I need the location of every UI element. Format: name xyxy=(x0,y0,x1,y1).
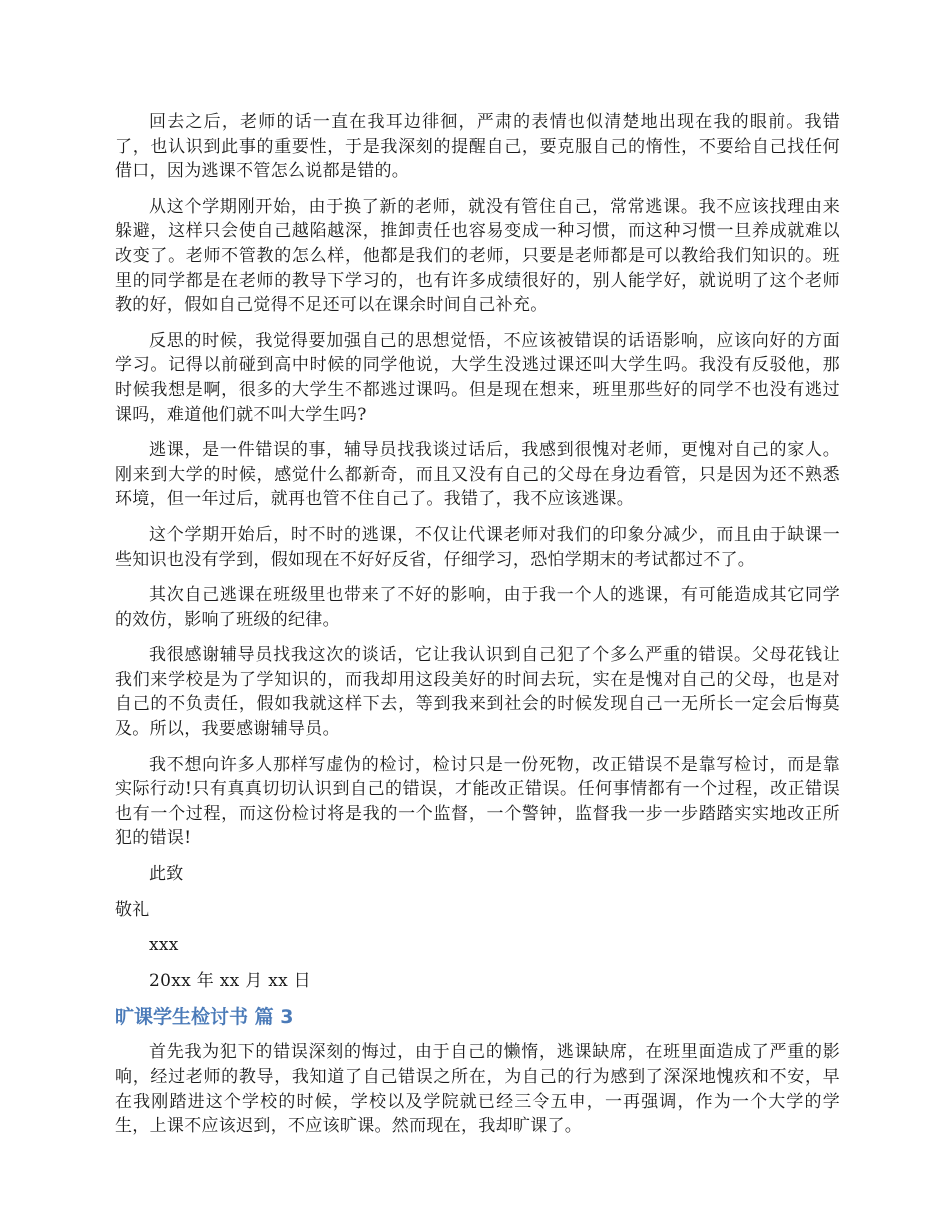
paragraph-8: 我不想向许多人那样写虚伪的检讨，检讨只是一份死物，改正错误不是靠写检讨，而是靠实际行动!只有真真切切认识到自己的错误，才能改正错误。任何事情都有一个过程，改正错误也有一个过程，而这份检讨将是我的一个监督，一个警钟，监督我一步一步踏踏实实地改正所犯的错误! xyxy=(115,754,840,849)
signature-name: xxx xyxy=(149,935,179,956)
paragraph-7: 我很感谢辅导员找我这次的谈话，它让我认识到自己犯了个多么严重的错误。父母花钱让我们来学校是为了学知识的，而我却用这段美好的时间去玩，实在是愧对自己的父母，也是对自己的不负责任，假如我就这样下去，等到我来到社会的时候发现自己一无所长一定会后悔莫及。所以，我要感谢辅导员。 xyxy=(115,645,840,740)
document-page xyxy=(115,110,840,1150)
signature-date: 20xx 年 xx 月 xx 日 xyxy=(149,970,311,991)
paragraph-6: 其次自己逃课在班级里也带来了不好的影响，由于我一个人的逃课，有可能造成其它同学的效仿，影响了班级的纪律。 xyxy=(115,585,840,630)
closing-regards: 敬礼 xyxy=(115,899,150,920)
paragraph-1: 回去之后，老师的话一直在我耳边徘徊，严肃的表情也似清楚地出现在我的眼前。我错了，也认识到此事的重要性，于是我深刻的提醒自己，要克服自己的惰性，不要给自己找任何借口，因为逃课不管怎么说都是错的。 xyxy=(115,112,840,182)
paragraph-9: 首先我为犯下的错误深刻的悔过，由于自己的懒惰，逃课缺席，在班里面造成了严重的影响，经过老师的教导，我知道了自己错误之所在，为自己的行为感到了深深地愧疚和不安，早在我刚踏进这个学校的时候，学校以及学院就已经三令五申，一再强调，作为一个大学的学生，上课不应该迟到，不应该旷课。然而现在，我却旷课了。 xyxy=(115,1042,840,1137)
paragraph-2: 从这个学期刚开始，由于换了新的老师，就没有管住自己，常常逃课。我不应该找理由来躲避，这样只会使自己越陷越深，推卸责任也容易变成一种习惯，而这种习惯一旦养成就难以改变了。老师不管教的怎么样，他都是我们的老师，只要是老师都是可以教给我们知识的。班里的同学都是在老师的教导下学习的，也有许多成绩很好的，别人能学好，就说明了这个老师教的好，假如自己觉得不足还可以在课余时间自己补充。 xyxy=(115,196,840,316)
paragraph-4: 逃课，是一件错误的事，辅导员找我谈过话后，我感到很愧对老师，更愧对自己的家人。刚来到大学的时候，感觉什么都新奇，而且又没有自己的父母在身边看管，只是因为还不熟悉环境，但一年过后，就再也管不住自己了。我错了，我不应该逃课。 xyxy=(115,440,840,510)
closing-salutation: 此致 xyxy=(149,864,184,885)
paragraph-5: 这个学期开始后，时不时的逃课，不仅让代课老师对我们的印象分减少，而且由于缺课一些知识也没有学到，假如现在不好好反省，仔细学习，恐怕学期末的考试都过不了。 xyxy=(115,524,840,570)
paragraph-3: 反思的时候，我觉得要加强自己的思想觉悟，不应该被错误的话语影响，应该向好的方面学习。记得以前碰到高中时候的同学他说，大学生没逃过课还叫大学生吗。我没有反驳他，那时候我想是啊，很多的大学生不都逃过课吗。但是现在想来，班里那些好的同学不也没有逃过课吗，难道他们就不叫大学生吗? xyxy=(115,330,840,425)
section-heading: 旷课学生检讨书 篇 3 xyxy=(115,1006,294,1029)
